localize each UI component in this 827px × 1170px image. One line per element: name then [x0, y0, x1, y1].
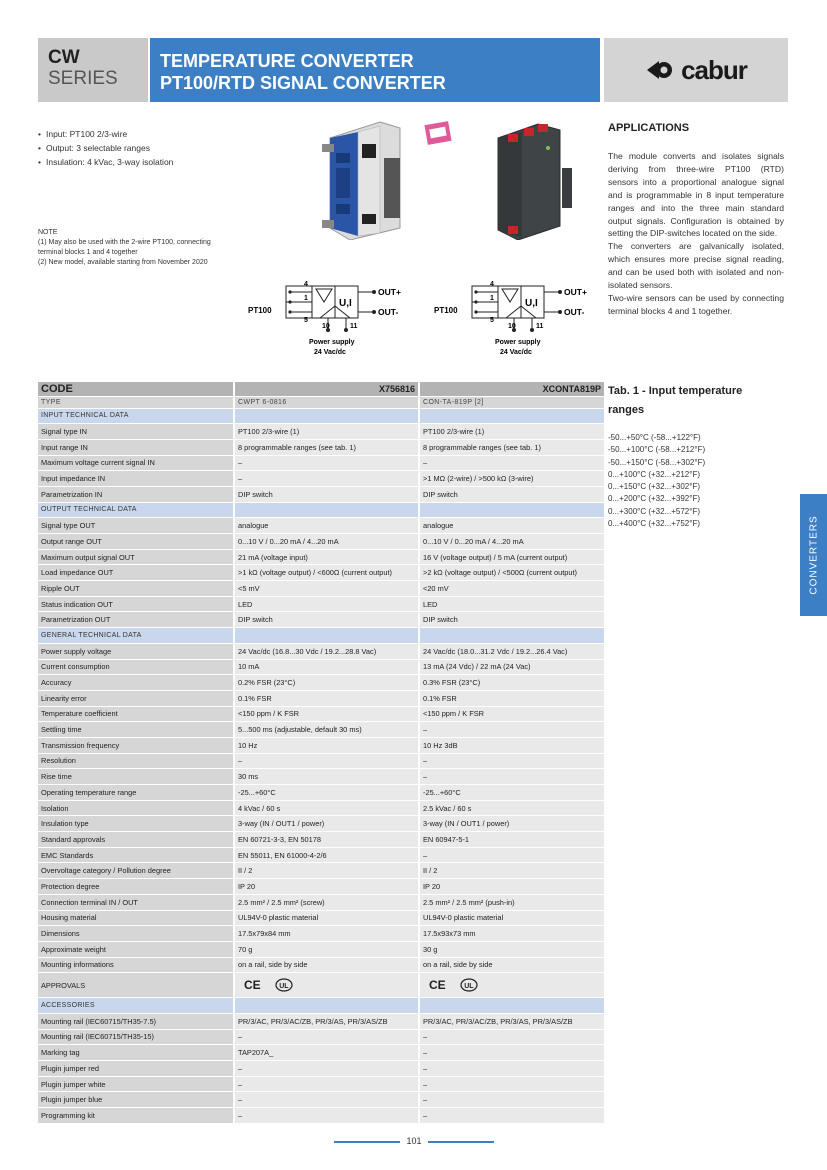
row-value: – — [419, 1029, 604, 1045]
table-row — [38, 863, 604, 879]
row-value: – — [419, 1108, 604, 1124]
row-value: 70 g — [234, 941, 419, 957]
row-value: analogue — [234, 518, 419, 534]
note-line1: (1) May also be used with the 2-wire PT100, connecting terminal blocks 1 and 4 together — [38, 239, 211, 256]
table-row — [38, 1092, 604, 1108]
table-row — [38, 565, 604, 581]
row-value: <150 ppm / K FSR — [419, 706, 604, 722]
row-label: Mounting rail (IEC60715/TH35-15) — [38, 1029, 234, 1045]
row-label: Transmission frequency — [38, 737, 234, 753]
row-value: II / 2 — [234, 863, 419, 879]
series-code: CW — [48, 47, 80, 68]
table-row — [38, 910, 604, 926]
row-label: Maximum voltage current signal IN — [38, 455, 234, 471]
ul-mark-icon — [275, 978, 293, 992]
table-row — [38, 486, 604, 502]
row-value: <5 mV — [234, 581, 419, 597]
terminal-5: 5 — [490, 317, 494, 324]
row-label: Rise time — [38, 769, 234, 785]
row-value: 8 programmable ranges (see tab. 1) — [419, 439, 604, 455]
approvals-cell — [419, 973, 604, 998]
power-line2: 24 Vac/dc — [500, 349, 532, 356]
row-value: – — [419, 769, 604, 785]
row-value: – — [234, 1092, 419, 1108]
row-value: 30 g — [419, 941, 604, 957]
row-label: Housing material — [38, 910, 234, 926]
table-row — [38, 424, 604, 440]
row-value: -25...+60°C — [419, 785, 604, 801]
svg-text:UL: UL — [278, 983, 289, 991]
row-label: Programming kit — [38, 1108, 234, 1124]
note-title: NOTE — [38, 229, 58, 236]
row-value: 0...10 V / 0...20 mA / 4...20 mA — [234, 534, 419, 550]
pt100-label: PT100 — [434, 306, 458, 315]
row-label: Mounting informations — [38, 957, 234, 973]
row-value: – — [234, 455, 419, 471]
row-value: >2 kΩ (voltage output) / <500Ω (current output) — [419, 565, 604, 581]
table-row — [38, 722, 604, 738]
applications-paragraph: Two-wire sensors can be used by connecting terminal blocks 4 and 1 together. — [608, 292, 784, 316]
row-label: Current consumption — [38, 659, 234, 675]
row-value: 21 mA (voltage input) — [234, 549, 419, 565]
row-label: Dimensions — [38, 926, 234, 942]
row-value: LED — [234, 596, 419, 612]
table-row — [38, 439, 604, 455]
table-row — [38, 534, 604, 550]
ce-mark-icon: CE — [244, 978, 261, 993]
row-label: Marking tag — [38, 1045, 234, 1061]
ul-mark-icon — [460, 978, 478, 992]
applications-title: APPLICATIONS — [608, 122, 690, 134]
row-value: – — [419, 753, 604, 769]
table-row — [38, 1045, 604, 1061]
row-value: 3-way (IN / OUT1 / power) — [234, 816, 419, 832]
table-row — [38, 549, 604, 565]
table-row — [38, 471, 604, 487]
section-header-row — [38, 502, 604, 518]
row-label: Power supply voltage — [38, 643, 234, 659]
cabur-logo-icon — [645, 59, 675, 81]
row-label: Overvoltage category / Pollution degree — [38, 863, 234, 879]
row-value: DIP switch — [419, 486, 604, 502]
row-value: – — [234, 1061, 419, 1077]
terminal-4: 4 — [304, 281, 308, 288]
type-label: TYPE — [38, 396, 234, 408]
section-header: INPUT TECHNICAL DATA — [38, 408, 234, 424]
row-value: 8 programmable ranges (see tab. 1) — [234, 439, 419, 455]
ui-label: U,I — [525, 298, 538, 309]
row-value: 17.5x93x73 mm — [419, 926, 604, 942]
row-value: – — [234, 471, 419, 487]
table-row — [38, 800, 604, 816]
row-value: 10 Hz 3dB — [419, 737, 604, 753]
ce-mark-icon: CE — [429, 978, 446, 993]
row-value: 0.1% FSR — [234, 690, 419, 706]
row-value: DIP switch — [419, 612, 604, 628]
feature-item: • Output: 3 selectable ranges — [38, 141, 258, 155]
out-minus-label: OUT- — [564, 307, 585, 317]
table-row — [38, 941, 604, 957]
ui-label: U,I — [339, 298, 352, 309]
type-cell: CWPT 6-0816 — [234, 396, 419, 408]
section-header: ACCESSORIES — [38, 998, 234, 1014]
row-label: Signal type OUT — [38, 518, 234, 534]
range-item: -50...+150°C (-58...+302°F) — [608, 457, 706, 467]
row-label: EMC Standards — [38, 847, 234, 863]
approvals-label: APPROVALS — [38, 973, 234, 998]
row-label: Status indication OUT — [38, 596, 234, 612]
feature-item: • Insulation: 4 kVac, 3-way isolation — [38, 155, 258, 169]
row-label: Load impedance OUT — [38, 565, 234, 581]
terminal-10: 10 — [508, 323, 516, 330]
row-value: IP 20 — [234, 879, 419, 895]
code-label: CODE — [38, 382, 234, 396]
cabur-logo — [604, 38, 788, 102]
section-header-filler — [419, 502, 604, 518]
out-plus-label: OUT+ — [378, 287, 401, 297]
code-row — [38, 382, 604, 396]
row-label: Approximate weight — [38, 941, 234, 957]
product-image-cwpt — [300, 118, 430, 240]
row-label: Protection degree — [38, 879, 234, 895]
wiring-diagram-conta — [432, 276, 598, 360]
table-row — [38, 769, 604, 785]
applications-paragraph: The module converts and isolates signals deriving from three-wire PT100 (RTD) sensors into a proportional analogue signal and is programmable in 8 input temperature ranges and into the three main standard output signals. Configuration is obtained by setting the DIP-switches located on the side. — [608, 151, 784, 239]
row-value: 2.5 mm² / 2.5 mm² (screw) — [234, 894, 419, 910]
svg-text:UL: UL — [463, 983, 474, 991]
row-value: TAP207A_ — [234, 1045, 419, 1061]
title-box — [150, 38, 600, 102]
row-value: – — [419, 1076, 604, 1092]
range-item: 0...+400°C (+32...+752°F) — [608, 519, 701, 529]
section-header-row — [38, 628, 604, 644]
section-header-filler — [419, 998, 604, 1014]
table-row — [38, 690, 604, 706]
row-value: <20 mV — [419, 581, 604, 597]
row-value: >1 kΩ (voltage output) / <600Ω (current output) — [234, 565, 419, 581]
row-value: EN 55011, EN 61000-4-2/6 — [234, 847, 419, 863]
row-value: – — [234, 1029, 419, 1045]
row-value: PT100 2/3-wire (1) — [419, 424, 604, 440]
table-row — [38, 737, 604, 753]
table-row — [38, 706, 604, 722]
row-label: Operating temperature range — [38, 785, 234, 801]
out-plus-label: OUT+ — [564, 287, 587, 297]
row-label: Isolation — [38, 800, 234, 816]
row-value: on a rail, side by side — [419, 957, 604, 973]
title-line1: TEMPERATURE CONVERTER — [160, 51, 414, 71]
table-row — [38, 879, 604, 895]
range-item: 0...+300°C (+32...+572°F) — [608, 506, 701, 516]
row-value: 4 kVac / 60 s — [234, 800, 419, 816]
row-label: Insulation type — [38, 816, 234, 832]
table-row — [38, 894, 604, 910]
row-value: UL94V-0 plastic material — [419, 910, 604, 926]
row-label: Parametrization OUT — [38, 612, 234, 628]
row-label: Settling time — [38, 722, 234, 738]
row-value: – — [419, 1061, 604, 1077]
row-value: 24 Vac/dc (16.8...30 Vdc / 19.2...28.8 Vac) — [234, 643, 419, 659]
table-row — [38, 1061, 604, 1077]
section-header-row — [38, 408, 604, 424]
table-row — [38, 753, 604, 769]
terminal-11: 11 — [350, 323, 358, 330]
row-value: 30 ms — [234, 769, 419, 785]
row-value: 17.5x79x84 mm — [234, 926, 419, 942]
footer-line-right — [428, 1141, 494, 1143]
table-row — [38, 675, 604, 691]
section-header-filler — [234, 408, 419, 424]
feature-item: • Input: PT100 2/3-wire — [38, 127, 258, 141]
section-header-filler — [234, 998, 419, 1014]
row-value: -25...+60°C — [234, 785, 419, 801]
range-item: 0...+200°C (+32...+392°F) — [608, 494, 701, 504]
row-label: Accuracy — [38, 675, 234, 691]
range-item: -50...+100°C (-58...+212°F) — [608, 445, 706, 455]
table-row — [38, 455, 604, 471]
table-row — [38, 581, 604, 597]
power-line2: 24 Vac/dc — [314, 349, 346, 356]
series-box — [38, 38, 148, 102]
row-value: 0...10 V / 0...20 mA / 4...20 mA — [419, 534, 604, 550]
new-badge-icon — [424, 120, 452, 146]
terminal-1: 1 — [304, 295, 308, 302]
series-label: SERIES — [48, 68, 118, 89]
section-header-filler — [234, 628, 419, 644]
spec-table — [38, 382, 604, 1124]
power-line1: Power supply — [495, 339, 541, 346]
row-value: 0.3% FSR (23°C) — [419, 675, 604, 691]
table-row — [38, 957, 604, 973]
row-label: Resolution — [38, 753, 234, 769]
table-row — [38, 518, 604, 534]
note-line2: (2) New model, available starting from November 2020 — [38, 259, 208, 266]
row-value: 10 Hz — [234, 737, 419, 753]
table-row — [38, 1108, 604, 1124]
row-value: EN 60947-5-1 — [419, 832, 604, 848]
page-number: 101 — [406, 1136, 422, 1146]
terminal-5: 5 — [304, 317, 308, 324]
row-value: 10 mA — [234, 659, 419, 675]
terminal-10: 10 — [322, 323, 330, 330]
table-row — [38, 832, 604, 848]
section-header-filler — [419, 408, 604, 424]
section-header-filler — [234, 502, 419, 518]
row-value: – — [419, 847, 604, 863]
table-row — [38, 612, 604, 628]
row-value: – — [234, 753, 419, 769]
row-value: analogue — [419, 518, 604, 534]
row-value: 3-way (IN / OUT1 / power) — [419, 816, 604, 832]
approvals-row — [38, 973, 604, 998]
table-row — [38, 1076, 604, 1092]
footer-line-left — [334, 1141, 400, 1143]
row-label: Plugin jumper blue — [38, 1092, 234, 1108]
table-row — [38, 816, 604, 832]
row-value: – — [419, 1045, 604, 1061]
row-value: PR/3/AC, PR/3/AC/ZB, PR/3/AS, PR/3/AS/ZB — [234, 1013, 419, 1029]
row-value: – — [234, 1108, 419, 1124]
approvals-cell — [234, 973, 419, 998]
row-value: 0.2% FSR (23°C) — [234, 675, 419, 691]
terminal-1: 1 — [490, 295, 494, 302]
row-value: – — [419, 455, 604, 471]
table-row — [38, 643, 604, 659]
row-label: Parametrization IN — [38, 486, 234, 502]
row-value: II / 2 — [419, 863, 604, 879]
terminal-11: 11 — [536, 323, 544, 330]
row-value: UL94V-0 plastic material — [234, 910, 419, 926]
row-value: LED — [419, 596, 604, 612]
row-label: Connection terminal IN / OUT — [38, 894, 234, 910]
row-value: 2.5 kVac / 60 s — [419, 800, 604, 816]
table-row — [38, 596, 604, 612]
row-label: Linearity error — [38, 690, 234, 706]
row-value: 16 V (voltage output) / 5 mA (current output) — [419, 549, 604, 565]
range-item: -50...+50°C (-58...+122°F) — [608, 433, 701, 442]
type-row — [38, 396, 604, 408]
row-label: Ripple OUT — [38, 581, 234, 597]
row-value: 2.5 mm² / 2.5 mm² (push-in) — [419, 894, 604, 910]
section-header: GENERAL TECHNICAL DATA — [38, 628, 234, 644]
row-value: PR/3/AC, PR/3/AC/ZB, PR/3/AS, PR/3/AS/ZB — [419, 1013, 604, 1029]
row-value: 24 Vac/dc (18.0...31.2 Vdc / 19.2...26.4 Vac) — [419, 643, 604, 659]
section-header: OUTPUT TECHNICAL DATA — [38, 502, 234, 518]
type-cell: CON-TA-819P [2] — [419, 396, 604, 408]
range-item: 0...+100°C (+32...+212°F) — [608, 469, 701, 479]
power-line1: Power supply — [309, 339, 355, 346]
table-row — [38, 785, 604, 801]
row-value: DIP switch — [234, 612, 419, 628]
row-value: 5...500 ms (adjustable, default 30 ms) — [234, 722, 419, 738]
row-value: 0.1% FSR — [419, 690, 604, 706]
terminal-4: 4 — [490, 281, 494, 288]
table-row — [38, 1013, 604, 1029]
row-label: Output range OUT — [38, 534, 234, 550]
out-minus-label: OUT- — [378, 307, 399, 317]
section-header-row — [38, 998, 604, 1014]
tab1-range-list — [608, 432, 705, 530]
row-value: – — [419, 1092, 604, 1108]
range-item: 0...+150°C (+32...+302°F) — [608, 482, 701, 492]
pt100-label: PT100 — [248, 306, 272, 315]
row-value: IP 20 — [419, 879, 604, 895]
row-value: PT100 2/3-wire (1) — [234, 424, 419, 440]
table-row — [38, 1029, 604, 1045]
tab1-title: Tab. 1 - Input temperature ranges — [608, 385, 743, 416]
product-image-conta — [478, 118, 588, 240]
section-tab-label: CONVERTERS — [808, 515, 819, 595]
row-value: – — [234, 1076, 419, 1092]
row-value: DIP switch — [234, 486, 419, 502]
row-label: Maximum output signal OUT — [38, 549, 234, 565]
row-value: >1 MΩ (2-wire) / >500 kΩ (3-wire) — [419, 471, 604, 487]
row-label: Standard approvals — [38, 832, 234, 848]
section-header-filler — [419, 628, 604, 644]
row-value: <150 ppm / K FSR — [234, 706, 419, 722]
title-line2: PT100/RTD SIGNAL CONVERTER — [160, 73, 446, 93]
row-label: Plugin jumper white — [38, 1076, 234, 1092]
row-value: – — [419, 722, 604, 738]
row-value: on a rail, side by side — [234, 957, 419, 973]
applications-text — [608, 150, 784, 318]
code-cell: XCONTA819P — [419, 382, 604, 396]
wiring-diagram-cwpt — [246, 276, 412, 360]
row-label: Input impedance IN — [38, 471, 234, 487]
section-tab-converters — [800, 494, 827, 616]
table-row — [38, 926, 604, 942]
row-label: Plugin jumper red — [38, 1061, 234, 1077]
logo-text: cabur — [681, 54, 747, 85]
feature-list — [38, 127, 258, 169]
table-row — [38, 659, 604, 675]
certification-marks — [244, 978, 293, 992]
note-block — [38, 228, 228, 268]
row-label: Temperature coefficient — [38, 706, 234, 722]
row-label: Mounting rail (IEC60715/TH35-7.5) — [38, 1013, 234, 1029]
row-value: 13 mA (24 Vdc) / 22 mA (24 Vac) — [419, 659, 604, 675]
code-cell: X756816 — [234, 382, 419, 396]
row-value: EN 60721-3-3, EN 50178 — [234, 832, 419, 848]
table-row — [38, 847, 604, 863]
applications-paragraph: The converters are galvanically isolated, which ensures more precise signal reading, and can be used both with isolated and non-isolated sensors. — [608, 241, 784, 291]
row-label: Input range IN — [38, 439, 234, 455]
row-label: Signal type IN — [38, 424, 234, 440]
certification-marks — [429, 978, 478, 992]
